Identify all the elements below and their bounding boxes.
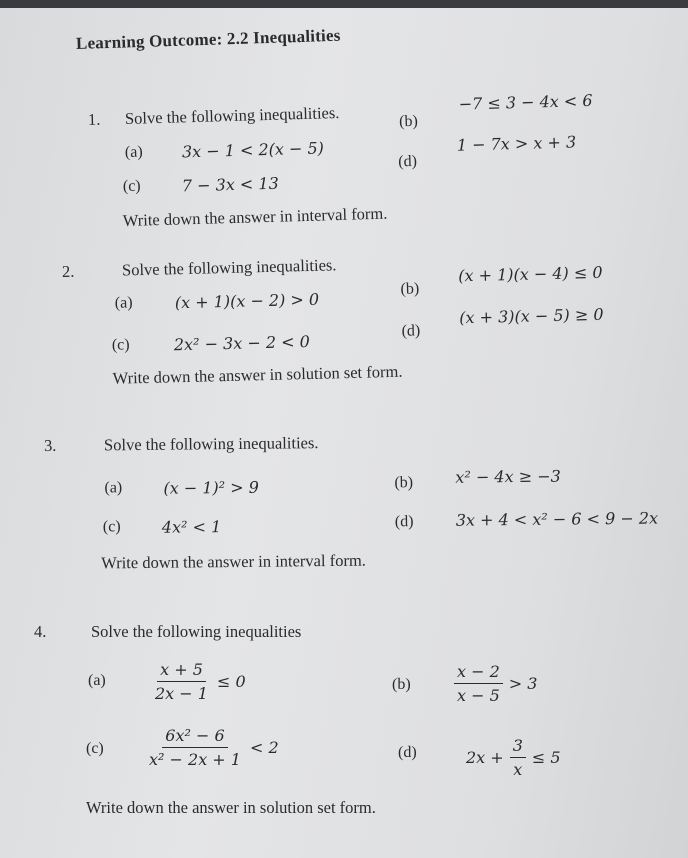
part-expression: 2x² − 3x − 2 < 0	[173, 331, 310, 355]
part-expression: (x + 1)(x − 2) > 0	[174, 289, 320, 313]
numerator: x + 5	[157, 660, 206, 682]
part-expression: 7 − 3x < 13	[181, 173, 280, 196]
part-label: (a)	[114, 294, 133, 312]
part-label: (b)	[398, 112, 419, 131]
answer-instruction: Write down the answer in solution set form.	[112, 361, 403, 388]
part-expression: 1 − 7x > x + 3	[456, 132, 577, 155]
relation: < 2	[249, 738, 279, 757]
part-expression	[466, 736, 561, 779]
part-label: (c)	[102, 518, 121, 536]
part-label: (a)	[104, 479, 123, 497]
part-label: (d)	[394, 513, 414, 531]
question-prompt: Solve the following inequalities.	[121, 255, 337, 280]
part-label: (c)	[122, 177, 141, 196]
fraction	[510, 736, 526, 779]
part-label: (a)	[124, 143, 143, 161]
question-prompt: Solve the following inequalities.	[103, 433, 319, 455]
part-label: (c)	[111, 336, 130, 354]
numerator: x − 2	[454, 662, 503, 684]
relation: ≤ 0	[216, 672, 246, 691]
fraction	[454, 662, 503, 705]
relation: ≤ 5	[531, 748, 561, 767]
page-title: Learning Outcome: 2.2 Inequalities	[75, 25, 341, 53]
fraction	[146, 726, 244, 769]
part-expression	[146, 726, 279, 769]
part-expression	[152, 660, 246, 703]
part-expression	[454, 662, 537, 705]
denominator: x − 5	[457, 686, 500, 705]
part-expression: (x + 3)(x − 5) ≥ 0	[459, 304, 604, 328]
top-edge-band	[0, 0, 688, 8]
relation: > 3	[508, 674, 538, 693]
answer-instruction: Write down the answer in interval form.	[101, 550, 366, 573]
fraction	[152, 660, 211, 703]
question-number: 3.	[43, 435, 57, 455]
expression-prefix: 2x +	[466, 748, 504, 767]
numerator: 6x² − 6	[162, 726, 227, 748]
part-label: (b)	[400, 280, 420, 298]
part-label: (a)	[88, 672, 106, 689]
part-expression: 3x + 4 < x² − 6 < 9 − 2x	[455, 508, 659, 530]
part-label: (c)	[86, 740, 104, 757]
numerator: 3	[510, 736, 526, 758]
part-label: (d)	[398, 152, 418, 171]
question-number: 4.	[34, 622, 47, 641]
part-label: (b)	[392, 676, 411, 693]
question-prompt: Solve the following inequalities.	[124, 102, 340, 128]
part-expression: (x + 1)(x − 4) ≤ 0	[458, 262, 603, 286]
question-number: 2.	[61, 261, 75, 281]
denominator: x	[513, 760, 523, 779]
part-label: (b)	[394, 474, 414, 492]
question-number: 1.	[87, 109, 101, 129]
part-expression: 4x² < 1	[161, 517, 222, 537]
answer-instruction: Write down the answer in solution set form.	[86, 798, 376, 817]
denominator: 2x − 1	[155, 684, 208, 703]
part-label: (d)	[401, 322, 421, 340]
question-prompt: Solve the following inequalities	[91, 622, 302, 641]
denominator: x² − 2x + 1	[149, 750, 241, 769]
answer-instruction: Write down the answer in interval form.	[122, 203, 388, 231]
part-expression: −7 ≤ 3 − 4x < 6	[458, 90, 593, 114]
part-expression: x² − 4x ≥ −3	[455, 466, 561, 487]
part-label: (d)	[398, 744, 417, 761]
part-expression: 3x − 1 < 2(x − 5)	[181, 138, 325, 162]
part-expression: (x − 1)² > 9	[163, 477, 259, 498]
